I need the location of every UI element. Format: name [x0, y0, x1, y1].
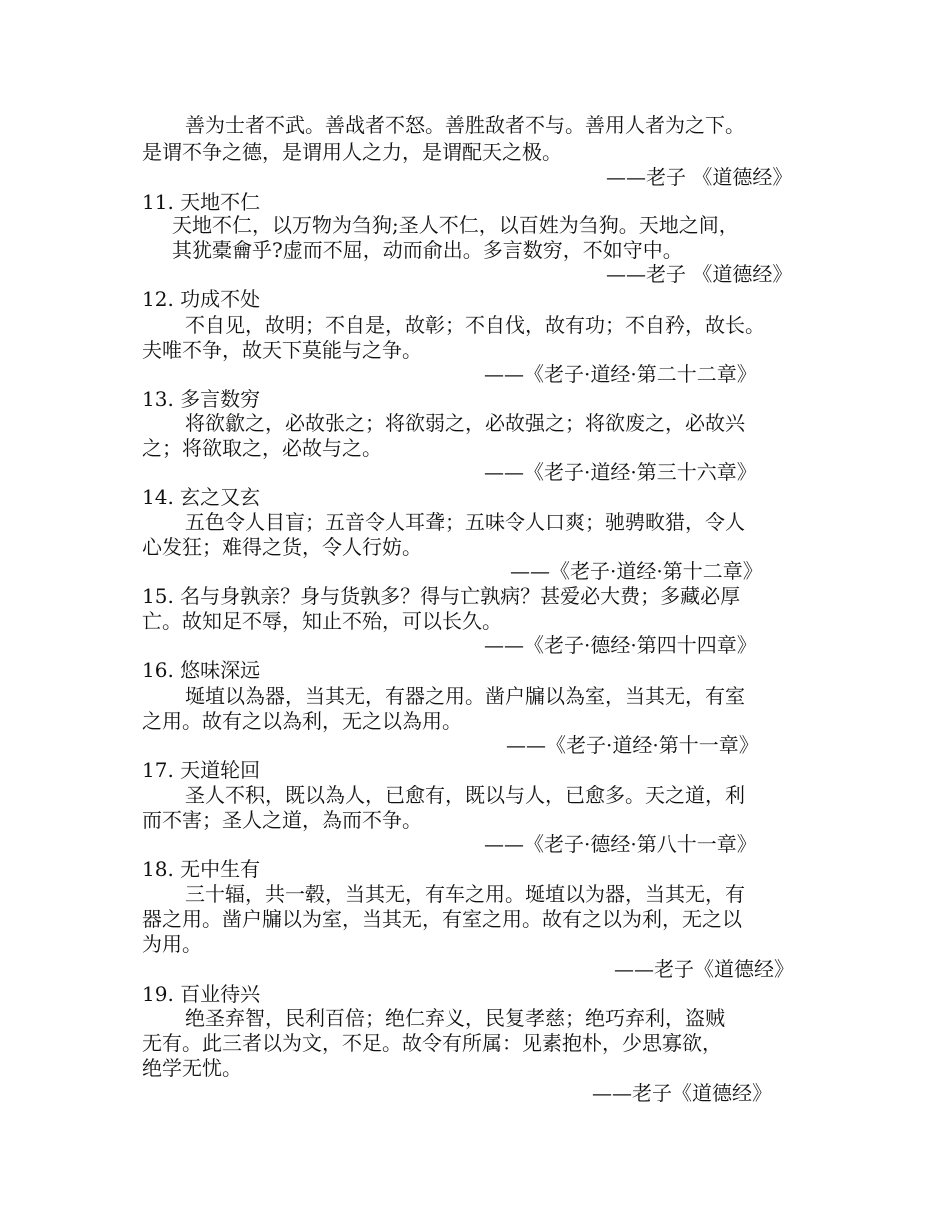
- entry-12-heading: 12. 功成不处: [142, 287, 261, 311]
- entry-16-heading: 16. 悠味深远: [142, 658, 261, 682]
- entry-15-source: ——《老子·德经·第四十四章》: [484, 633, 757, 657]
- entry-18-line-2: 器之用。凿户牖以为室，当其无，有室之用。故有之以为利，无之以: [142, 907, 742, 931]
- entry-11-line-2: 其犹橐龠乎?虚而不屈，动而俞出。多言数穷，不如守中。: [172, 238, 683, 262]
- entry-14-line-2: 心发狂；难得之货，令人行妨。: [142, 535, 422, 559]
- entry-13-line-1: 将欲歙之，必故张之；将欲弱之，必故强之；将欲废之，必故兴: [185, 411, 745, 435]
- entry-0-line-2: 是谓不争之德，是谓用人之力，是谓配天之极。: [142, 140, 562, 164]
- entry-11-heading: 11. 天地不仁: [142, 190, 261, 214]
- entry-12-line-1: 不自见，故明；不自是，故彰；不自伐，故有功；不自矜，故长。: [185, 313, 765, 337]
- entry-11-source: ——老子 《道德经》: [606, 262, 793, 286]
- entry-14-line-1: 五色令人目盲；五音令人耳聋；五味令人口爽；驰骋畋猎，令人: [185, 510, 745, 534]
- entry-11-line-1: 天地不仁，以万物为刍狗;圣人不仁，以百姓为刍狗。天地之间，: [172, 213, 739, 237]
- entry-19-line-2: 无有。此三者以为文，不足。故令有所属：见素抱朴，少思寡欲，: [142, 1031, 722, 1055]
- entry-17-heading: 17. 天道轮回: [142, 758, 261, 782]
- entry-19-line-1: 绝圣弃智，民利百倍；绝仁弃义，民复孝慈；绝巧弃利，盗贼: [185, 1006, 725, 1030]
- entry-19-heading: 19. 百业待兴: [142, 982, 261, 1006]
- entry-17-line-1: 圣人不积，既以為人，已愈有，既以与人，已愈多。天之道，利: [185, 783, 745, 807]
- entry-18-source: ——老子《道德经》: [614, 957, 794, 981]
- entry-17-line-2: 而不害；圣人之道，為而不争。: [142, 808, 422, 832]
- entry-13-heading: 13. 多言数穷: [142, 387, 261, 411]
- entry-12-line-2: 夫唯不争，故天下莫能与之争。: [142, 338, 422, 362]
- entry-0-line-1: 善为士者不武。善战者不怒。善胜敌者不与。善用人者为之下。: [185, 113, 745, 137]
- entry-18-line-3: 为用。: [142, 932, 202, 956]
- entry-14-source: ——《老子·道经·第十二章》: [510, 559, 763, 583]
- entry-16-source: ——《老子·道经·第十一章》: [506, 733, 759, 757]
- entry-19-source: ——老子《道德经》: [592, 1081, 772, 1105]
- entry-19-line-3: 绝学无忧。: [142, 1056, 242, 1080]
- entry-13-source: ——《老子·道经·第三十六章》: [484, 460, 757, 484]
- entry-15-line-2: 亡。故知足不辱，知止不殆，可以长久。: [142, 609, 502, 633]
- entry-18-line-1: 三十辐，共一毂，当其无，有车之用。埏埴以为器，当其无，有: [185, 882, 745, 906]
- entry-12-source: ——《老子·道经·第二十二章》: [484, 362, 757, 386]
- entry-16-line-1: 埏埴以為器，当其无，有器之用。凿户牖以為室，当其无，有室: [185, 684, 745, 708]
- entry-18-heading: 18. 无中生有: [142, 857, 261, 881]
- entry-13-line-2: 之；将欲取之，必故与之。: [142, 436, 382, 460]
- entry-16-line-2: 之用。故有之以為利，无之以為用。: [142, 709, 462, 733]
- entry-17-source: ——《老子·德经·第八十一章》: [484, 832, 757, 856]
- entry-15-line-1: 15. 名与身孰亲？身与货孰多？得与亡孰病？甚爱必大费；多藏必厚: [142, 584, 741, 608]
- entry-0-source: ——老子 《道德经》: [606, 165, 793, 189]
- entry-14-heading: 14. 玄之又玄: [142, 485, 261, 509]
